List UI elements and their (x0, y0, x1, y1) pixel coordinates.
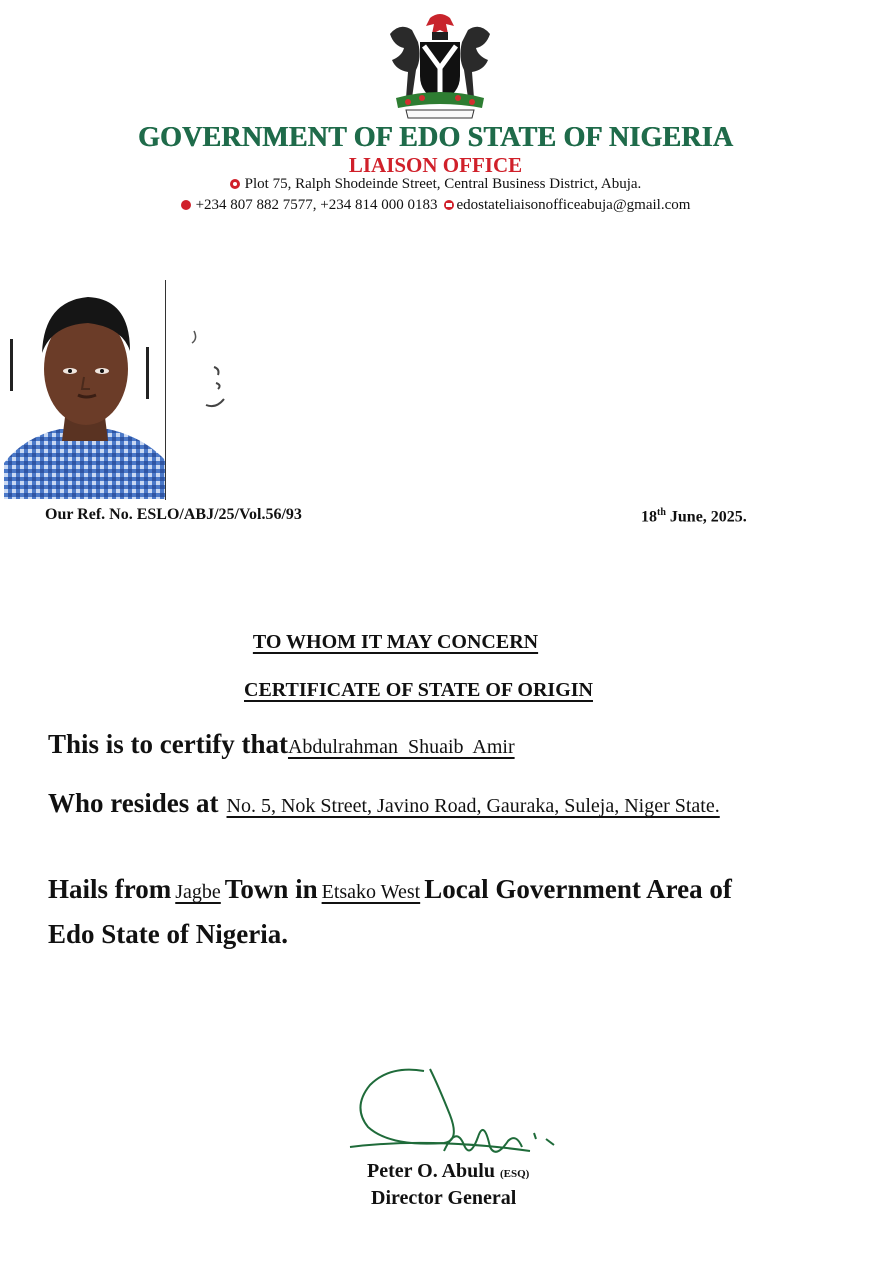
letter-date (641, 507, 747, 526)
office-phones: +234 807 882 7577, +234 814 000 0183 (195, 197, 438, 213)
hometown: Jagbe (175, 881, 221, 903)
addressee-heading: TO WHOM IT MAY CONCERN (252, 631, 539, 653)
hails-lead-text: Hails from (48, 874, 172, 904)
holder-name: Abdulrahman Shuaib Amir (287, 736, 515, 758)
office-email: edostateliaisonofficeabuja@gmail.com (456, 197, 691, 213)
residence-statement (48, 785, 788, 826)
email-icon (444, 200, 454, 210)
certify-statement (48, 729, 515, 760)
certificate-title: CERTIFICATE OF STATE OF ORIGIN (244, 679, 593, 701)
phone-icon (181, 200, 191, 210)
signatory-suffix: (ESQ) (499, 1168, 530, 1180)
date-suffix: th (657, 507, 666, 518)
location-pin-icon (230, 179, 240, 189)
office-address: Plot 75, Ralph Shodeinde Street, Central Business District, Abuja. (244, 176, 642, 192)
certify-lead-text: This is to certify that (48, 729, 288, 759)
local-government-area: Etsako West (321, 881, 421, 903)
office-contact-line (0, 197, 871, 214)
origin-statement (48, 869, 748, 959)
lga-tail-text: Local Government Area of Edo State of Nigeria. (48, 874, 732, 949)
office-subtitle: LIAISON OFFICE (348, 153, 523, 177)
photo-border-line (165, 280, 166, 500)
signatory-name: Peter O. Abulu (ESQ) (367, 1160, 530, 1182)
reference-label: Our Ref. No. (45, 506, 133, 523)
holder-address: No. 5, Nok Street, Javino Road, Gauraka, Suleja, Niger State. (226, 795, 720, 817)
coat-of-arms-emblem (378, 12, 502, 124)
office-address-line (0, 176, 871, 193)
government-title: GOVERNMENT OF EDO STATE OF NIGERIA (137, 122, 734, 153)
signatory-title: Director General (371, 1187, 517, 1209)
passport-photo (4, 281, 166, 499)
resides-lead-text: Who resides at (48, 788, 219, 818)
date-day: 18 (641, 508, 657, 526)
reference-value: ESLO/ABJ/25/Vol.56/93 (136, 506, 302, 523)
town-word: Town in (224, 874, 318, 904)
handwritten-signature (340, 1055, 570, 1165)
reference-number (45, 506, 302, 524)
date-rest: June, 2025. (669, 508, 747, 526)
faint-stamp-marks (180, 325, 240, 420)
